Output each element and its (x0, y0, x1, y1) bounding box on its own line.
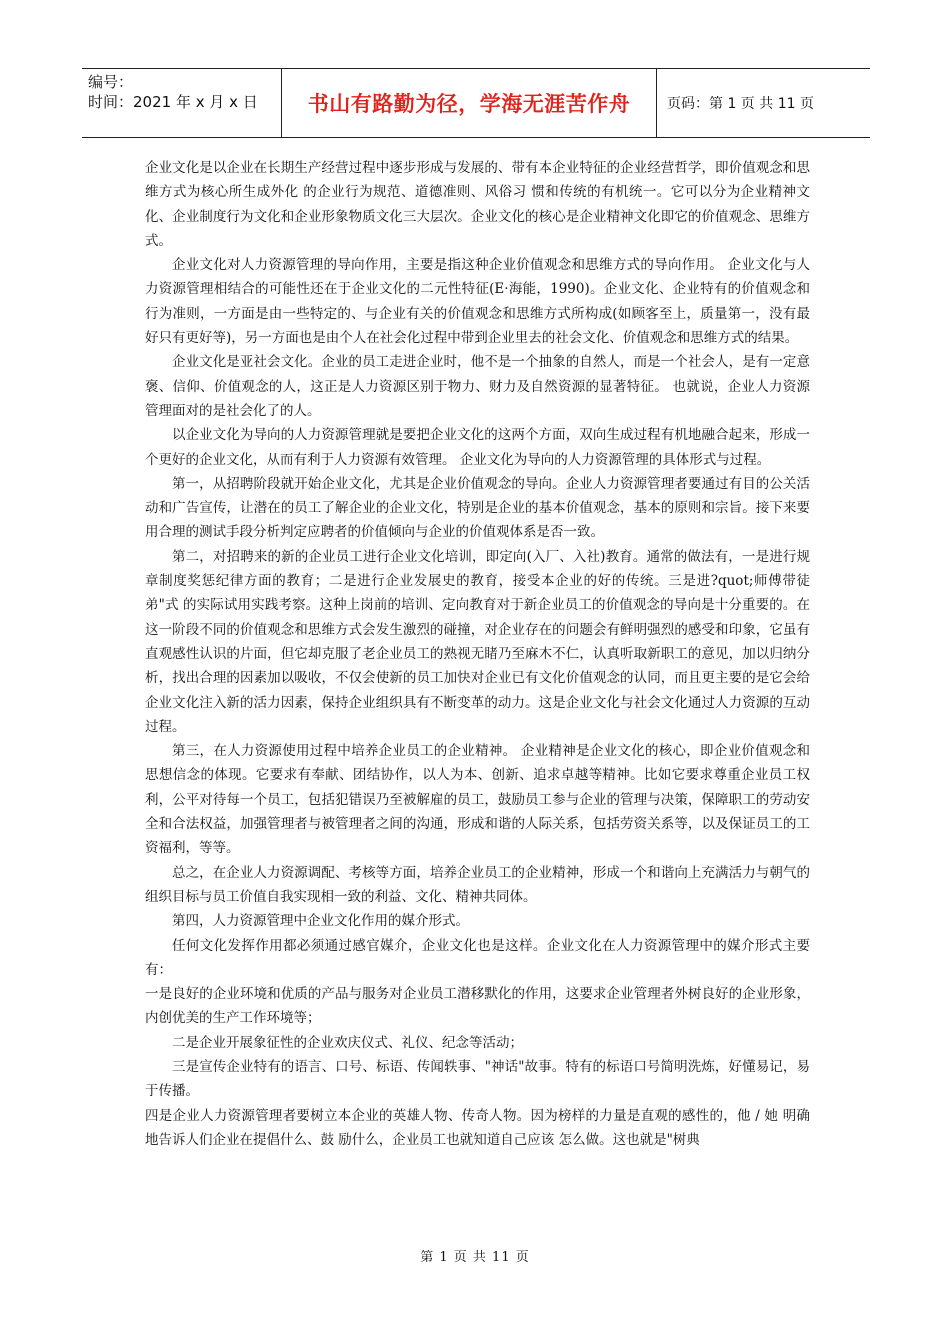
paragraph: 一是良好的企业环境和优质的产品与服务对企业员工潜移默化的作用，这要求企业管理者外树良好的企业形象，内创优美的生产工作环境等； (145, 986, 810, 1027)
paragraph: 企业文化对人力资源管理的导向作用，主要是指这种企业价值观念和思维方式的导向作用。 企业文化与人力资源管理相结合的可能性还在于企业文化的二元性特征(E·海能，1990)。企业文化、企业特有的价值观念和行为准则，一方面是由一些特定的、与企业有关的价值观念和思维方式所构成(如顾客至上，质量第一，没有最好只有更好等)，另一方面也是由个人在社会化过程中带到企业里去的社会文化、价值观念和思维方式的结果。 (145, 257, 810, 347)
page-header (82, 68, 870, 138)
paragraph: 第三，在人力资源使用过程中培养企业员工的企业精神。 企业精神是企业文化的核心，即企业价值观念和 思想信念的体现。它要求有奉献、团结协作，以人为本、创新、追求卓越等精神。比如它要求尊重企业员工权利，公平对待每一个员工，包括犯错误乃至被解雇的员工，鼓励员工参与企业的管理与决策，保障职工的劳动安全和合法权益，加强管理者与被管理者之间的沟通，形成和谐的人际关系，包括劳资关系等，以及保证员工的工资福利，等等。 (145, 743, 810, 857)
header-motto: 书山有路勤为径，学海无涯苦作舟 (282, 69, 657, 137)
document-number: 编号： (88, 73, 134, 91)
paragraph: 第一，从招聘阶段就开始企业文化，尤其是企业价值观念的导向。企业人力资源管理者要通过有目的公关活动和广告宣传，让潜在的员工了解企业的企业文化，特别是企业的基本价值观念，基本的原则和宗旨。接下来要用合理的测试手段分析判定应聘者的价值倾向与企业的价值观体系是否一致。 (145, 475, 810, 541)
paragraph: 第二，对招聘来的新的企业员工进行企业文化培训，即定向(入厂、入社)教育。通常的做法有，一是进行规章制度奖惩纪律方面的教育；二是进行企业发展史的教育，接受本企业的好的传统。三是进?quot;师傅带徒弟"式 的实际试用实践考察。这种上岗前的培训、定向教育对于新企业员工的价值观念的导向是十分重要的。在这一阶段不同的价值观念和思维方式会发生激烈的碰撞，对企业存在的问题会有鲜明强烈的感受和印象，它虽有直观感性认识的片面，但它却克服了老企业员工的熟视无睹乃至麻木不仁，认真听取新职工的意见，加以归纳分析，找出合理的因素加以吸收，不仅会使新的员工加快对企业已有文化价值观念的认同，而且更主要的是它会给企业文化注入新的活力因素，保持企业组织具有不断变革的动力。这是企业文化与社会文化通过人力资源的互动过程。 (145, 548, 810, 735)
paragraph: 二是企业开展象征性的企业欢庆仪式、礼仪、纪念等活动； (172, 1034, 523, 1051)
document-body (145, 156, 810, 1152)
paragraph: 以企业文化为导向的人力资源管理就是要把企业文化的这两个方面，双向生成过程有机地融合起来，形成一个更好的企业文化，从而有利于人力资源有效管理。 企业文化为导向的人力资源管理的具体形式与过程。 (145, 427, 810, 468)
paragraph: 第四，人力资源管理中企业文化作用的媒介形式。 (172, 913, 469, 930)
paragraph: 企业文化是亚社会文化。企业的员工走进企业时，他不是一个抽象的自然人，而是一个社会人，是有一定意褒、信仰、价值观念的人，这正是人力资源区别于物力、财力及自然资源的显著特征。 也就说，企业人力资源管理面对的是社会化了的人。 (145, 354, 810, 419)
paragraph: 总之，在企业人力资源调配、考核等方面，培养企业员工的企业精神，形成一个和谐向上充满活力与朝气的组织目标与员工价值自我实现相一致的利益、文化、精神共同体。 (145, 864, 810, 905)
paragraph: 企业文化是以企业在长期生产经营过程中逐步形成与发展的、带有本企业特征的企业经营哲学，即价值观念和思维方式为核心所生成外化 的企业行为规范、道德准则、风俗习 惯和传统的有机统一。它可以分为企业精神文化、企业制度行为文化和企业形象物质文化三大层次。企业文化的核心是企业精神文化即它的价值观念、思维方式。 (145, 160, 810, 249)
paragraph: 三是宣传企业特有的语言、口号、标语、传闻轶事、"神话"故事。特有的标语口号简明洗炼，好懂易记，易于传播。 (145, 1058, 810, 1100)
document-date: 时间：2021 年 x 月 x 日 (88, 93, 258, 111)
header-meta (82, 69, 282, 137)
paragraph: 四是企业人力资源管理者要树立本企业的英雄人物、传奇人物。因为榜样的力量是直观的感性的，他 / 她 明确地告诉人们企业在提倡什么、鼓 励什么，企业员工也就知道自己应该 怎么做。这也就是"树典 (145, 1107, 810, 1148)
page-footer: 第 1 页 共 11 页 (420, 1250, 530, 1265)
paragraph: 任何文化发挥作用都必须通过感官媒介，企业文化也是这样。企业文化在人力资源管理中的媒介形式主要有： (145, 937, 810, 978)
header-page-info: 页码：第 1 页 共 11 页 (667, 96, 814, 112)
